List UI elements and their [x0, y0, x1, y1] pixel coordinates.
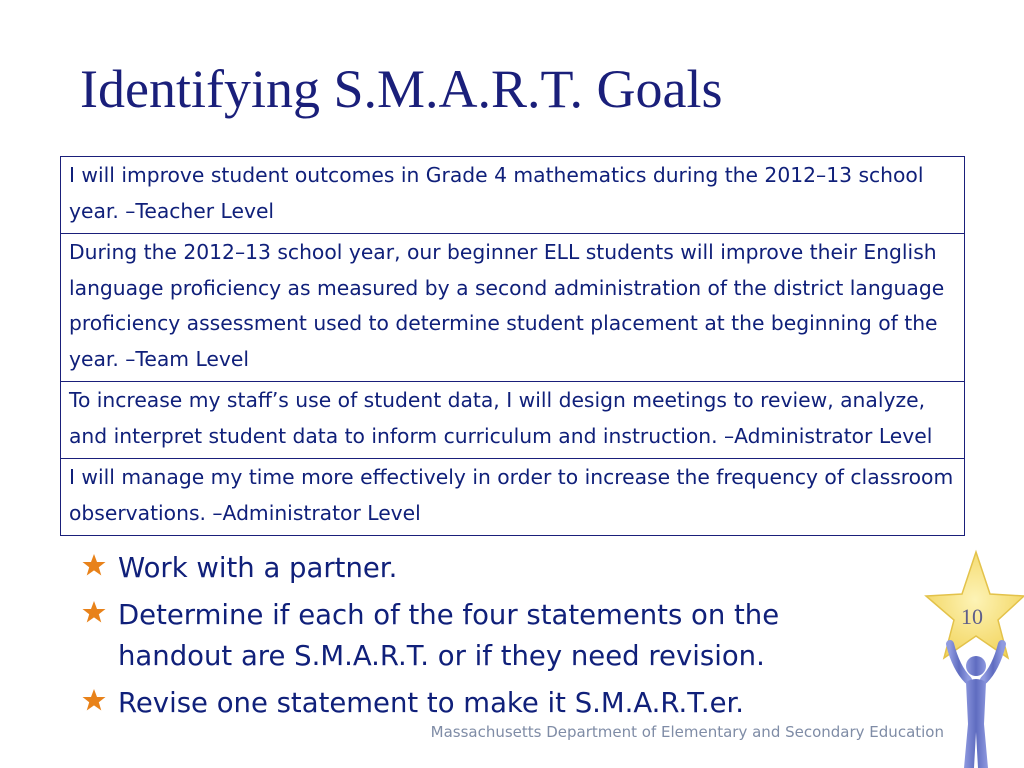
table-row	[61, 157, 965, 234]
goal-statement-1: I will improve student outcomes in Grade 4 mathematics during the 2012–13 school year. –Teacher Level	[61, 157, 965, 234]
goal-statement-3: To increase my staff’s use of student data, I will design meetings to review, analyze, and interpret student data to inform curriculum and instruction. –Administrator Level	[61, 382, 965, 459]
instruction-list	[82, 548, 862, 730]
page-number: 10	[961, 604, 983, 629]
star-icon	[82, 600, 106, 624]
table-row	[61, 234, 965, 382]
footer: Massachusetts Department of Elementary and Secondary Education	[430, 723, 944, 741]
list-item	[82, 595, 862, 677]
table-row	[61, 459, 965, 536]
bullet-text: Revise one statement to make it S.M.A.R.T.er.	[118, 687, 745, 719]
goal-statement-4: I will manage my time more effectively in order to increase the frequency of classroom observations. –Administrator Level	[61, 459, 965, 536]
list-item	[82, 683, 862, 724]
list-item	[82, 548, 862, 589]
star-icon	[82, 553, 106, 577]
star-icon	[82, 688, 106, 712]
goals-table	[60, 156, 965, 536]
bullet-text: Determine if each of the four statements on the handout are S.M.A.R.T. or if they need revision.	[118, 599, 780, 672]
goal-statement-2: During the 2012–13 school year, our beginner ELL students will improve their English language proficiency as measured by a second administration of the district language proficiency assessment used to determine student placement at the beginning of the year. –Team Level	[61, 234, 965, 382]
table-row	[61, 382, 965, 459]
bullet-text: Work with a partner.	[118, 552, 398, 584]
slide-title: Identifying S.M.A.R.T. Goals	[80, 59, 723, 119]
